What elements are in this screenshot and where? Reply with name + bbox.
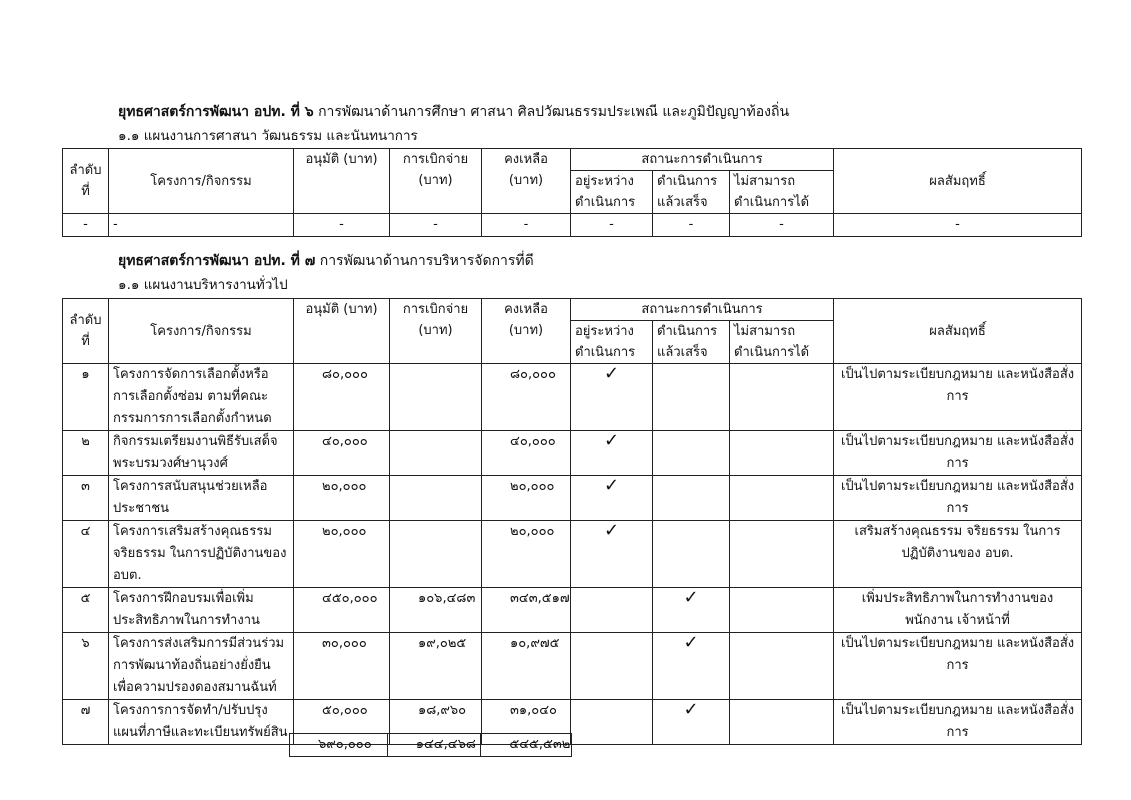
strategy7-heading [118, 251, 534, 271]
header-remaining: คงเหลือ (บาท) [482, 149, 571, 214]
row-status-done [653, 633, 730, 700]
row-disbursed [390, 431, 482, 476]
strategy6-plan: ๑.๑ แผนงานการศาสนา วัฒนธรรม และนันทนาการ [118, 128, 418, 144]
row-status-done [653, 364, 730, 431]
strategy6-heading [118, 102, 789, 122]
strategy6-table [62, 148, 1082, 237]
row-status-in-progress [571, 700, 653, 745]
row-disbursed: ๑๐๖,๔๘๓ [390, 588, 482, 633]
strategy7-table [62, 298, 1082, 745]
row-status-done [653, 476, 730, 521]
total-approved: ๖๙๐,๐๐๐ [290, 734, 388, 757]
row-no: - [63, 214, 109, 237]
row-status-done [653, 521, 730, 588]
total-disbursed: ๑๔๔,๔๖๘ [387, 734, 481, 757]
row-approved: ๔๐,๐๐๐ [294, 431, 390, 476]
row-status-in-progress [571, 364, 653, 431]
row-approved: ๔๕๐,๐๐๐ [294, 588, 390, 633]
header-status: สถานะการดำเนินการ [571, 299, 834, 321]
row-result: เสริมสร้างคุณธรรม จริยธรรม ในการ ปฏิบัติงานของ อบต. [834, 521, 1082, 588]
row-project: โครงการส่งเสริมการมีส่วนร่วมการพัฒนาท้องถิ่นอย่างยั่งยืนเพื่อความปรองดองสมานฉันท์ [109, 633, 294, 700]
row-project: โครงการฝึกอบรมเพื่อเพิ่มประสิทธิภาพในการทำงาน [109, 588, 294, 633]
row-status-done [653, 431, 730, 476]
row-status-in-progress [571, 521, 653, 588]
header-status-in-progress: อยู่ระหว่าง ดำเนินการ [571, 171, 653, 214]
row-result: เป็นไปตามระเบียบกฎหมาย และหนังสือสั่งการ [834, 364, 1082, 431]
row-disbursed [390, 521, 482, 588]
row-status-cannot [730, 700, 834, 745]
row-no: ๖ [63, 633, 109, 700]
row-disbursed: ๑๙,๐๒๕ [390, 633, 482, 700]
row-status-done: - [653, 214, 730, 237]
check-mark-icon: ✓ [603, 430, 620, 451]
strategy6-title-bold: ยุทธศาสตร์การพัฒนา อปท. ที่ ๖ [118, 104, 314, 120]
table-row [63, 521, 1082, 588]
header-status-done: ดำเนินการ แล้วเสร็จ [653, 321, 730, 364]
strategy7-title-bold: ยุทธศาสตร์การพัฒนา อปท. ที่ ๗ [118, 253, 316, 269]
row-status-in-progress: - [571, 214, 653, 237]
row-project: โครงการการจัดทำ/ปรับปรุงแผนที่ภาษีและทะเบียนทรัพย์สิน [109, 700, 294, 745]
row-project: - [109, 214, 294, 237]
table-row [63, 633, 1082, 700]
header-status-in-progress: อยู่ระหว่าง ดำเนินการ [571, 321, 653, 364]
strategy6-title-rest: การพัฒนาด้านการศึกษา ศาสนา ศิลปวัฒนธรรมประเพณี และภูมิปัญญาท้องถิ่น [318, 104, 790, 120]
row-disbursed [390, 364, 482, 431]
row-no: ๓ [63, 476, 109, 521]
check-mark-icon: ✓ [603, 520, 620, 541]
header-no: ลำดับ ที่ [63, 299, 109, 364]
table-row [63, 588, 1082, 633]
row-no: ๒ [63, 431, 109, 476]
strategy7-title-rest: การพัฒนาด้านการบริหารจัดการที่ดี [319, 253, 534, 269]
row-status-in-progress [571, 588, 653, 633]
row-remaining: ๓๔๓,๕๑๗ [482, 588, 571, 633]
header-remaining: คงเหลือ (บาท) [482, 299, 571, 364]
check-mark-icon: ✓ [603, 475, 620, 496]
table-row [63, 476, 1082, 521]
row-project: โครงการสนับสนุนช่วยเหลือประชาชน [109, 476, 294, 521]
row-disbursed: ๑๘,๙๖๐ [390, 700, 482, 745]
header-status: สถานะการดำเนินการ [571, 149, 834, 171]
check-mark-icon: ✓ [683, 699, 699, 720]
table-row [63, 700, 1082, 745]
row-remaining: ๘๐,๐๐๐ [482, 364, 571, 431]
row-result: เป็นไปตามระเบียบกฎหมาย และหนังสือสั่งการ [834, 700, 1082, 745]
row-status-in-progress [571, 633, 653, 700]
row-remaining: ๒๐,๐๐๐ [482, 521, 571, 588]
row-remaining: ๓๑,๐๔๐ [482, 700, 571, 745]
totals-row [290, 734, 572, 757]
header-status-done: ดำเนินการ แล้วเสร็จ [653, 171, 730, 214]
row-disbursed [390, 476, 482, 521]
row-result: - [834, 214, 1082, 237]
row-status-cannot: - [730, 214, 834, 237]
row-project: โครงการเสริมสร้างคุณธรรม จริยธรรม ในการปฏิบัติงานของ อบต. [109, 521, 294, 588]
row-result: เป็นไปตามระเบียบกฎหมาย และหนังสือสั่งการ [834, 476, 1082, 521]
header-status-cannot: ไม่สามารถ ดำเนินการได้ [730, 171, 834, 214]
check-mark-icon: ✓ [683, 587, 699, 608]
table-row [63, 214, 1082, 237]
row-no: ๕ [63, 588, 109, 633]
row-disbursed: - [390, 214, 482, 237]
row-status-in-progress [571, 431, 653, 476]
row-no: ๑ [63, 364, 109, 431]
total-remaining: ๕๔๕,๕๓๒ [481, 734, 572, 757]
row-status-cannot [730, 364, 834, 431]
row-status-done [653, 588, 730, 633]
header-project: โครงการ/กิจกรรม [109, 299, 294, 364]
row-no: ๗ [63, 700, 109, 745]
header-project: โครงการ/กิจกรรม [109, 149, 294, 214]
header-approved: อนุมัติ (บาท) [294, 149, 390, 214]
row-approved: ๕๐,๐๐๐ [294, 700, 390, 745]
totals-table [289, 733, 572, 757]
table-row [63, 431, 1082, 476]
header-approved: อนุมัติ (บาท) [294, 299, 390, 364]
row-status-cannot [730, 633, 834, 700]
row-result: เป็นไปตามระเบียบกฎหมาย และหนังสือสั่งการ [834, 431, 1082, 476]
row-remaining: - [482, 214, 571, 237]
row-result: เป็นไปตามระเบียบกฎหมาย และหนังสือสั่งการ [834, 633, 1082, 700]
row-no: ๔ [63, 521, 109, 588]
header-result: ผลสัมฤทธิ์ [834, 299, 1082, 364]
check-mark-icon: ✓ [603, 363, 620, 384]
strategy7-plan: ๑.๑ แผนงานบริหารงานทั่วไป [118, 277, 288, 293]
row-result: เพิ่มประสิทธิภาพในการทำงานของพนักงาน เจ้าหน้าที่ [834, 588, 1082, 633]
row-status-cannot [730, 476, 834, 521]
check-mark-icon: ✓ [683, 632, 699, 653]
row-status-cannot [730, 588, 834, 633]
row-project: กิจกรรมเตรียมงานพิธีรับเสด็จพระบรมวงศ์ษานุวงศ์ [109, 431, 294, 476]
header-result: ผลสัมฤทธิ์ [834, 149, 1082, 214]
row-approved: ๒๐,๐๐๐ [294, 521, 390, 588]
row-approved: ๒๐,๐๐๐ [294, 476, 390, 521]
row-approved: ๘๐,๐๐๐ [294, 364, 390, 431]
row-status-in-progress [571, 476, 653, 521]
row-remaining: ๑๐,๙๗๕ [482, 633, 571, 700]
header-disbursed: การเบิกจ่าย (บาท) [390, 299, 482, 364]
header-disbursed: การเบิกจ่าย (บาท) [390, 149, 482, 214]
header-status-cannot: ไม่สามารถ ดำเนินการได้ [730, 321, 834, 364]
row-status-cannot [730, 431, 834, 476]
table-row [63, 364, 1082, 431]
row-status-cannot [730, 521, 834, 588]
row-project: โครงการจัดการเลือกตั้งหรือการเลือกตั้งซ่อม ตามที่คณะกรรมการการเลือกตั้งกำหนด [109, 364, 294, 431]
row-approved: ๓๐,๐๐๐ [294, 633, 390, 700]
header-no: ลำดับ ที่ [63, 149, 109, 214]
row-status-done [653, 700, 730, 745]
row-remaining: ๔๐,๐๐๐ [482, 431, 571, 476]
row-approved: - [294, 214, 390, 237]
row-remaining: ๒๐,๐๐๐ [482, 476, 571, 521]
